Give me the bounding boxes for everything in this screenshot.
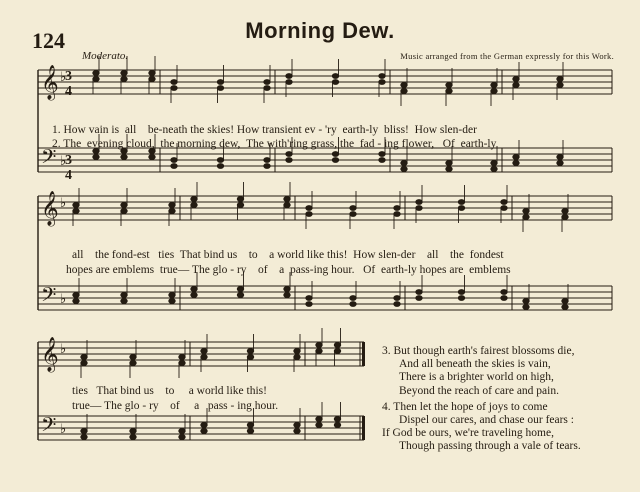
- notehead: [149, 155, 155, 160]
- stanza3-line4: Beyond the reach of care and pain.: [399, 384, 559, 397]
- notehead: [179, 355, 185, 360]
- notehead: [350, 212, 356, 217]
- notehead: [201, 349, 207, 354]
- notehead: [513, 161, 519, 166]
- notehead: [306, 206, 312, 211]
- notehead: [237, 197, 243, 202]
- notehead: [401, 167, 407, 172]
- stanza3-line1: 3. But though earth's fairest blossoms die,: [382, 345, 575, 357]
- notehead: [121, 77, 127, 82]
- flat-icon: ♭: [60, 342, 67, 357]
- notehead: [401, 83, 407, 88]
- notehead: [191, 197, 197, 202]
- notehead: [562, 209, 568, 214]
- stanza3-line2: And all beneath the skies is vain,: [399, 358, 551, 371]
- notehead: [394, 302, 400, 307]
- notehead: [350, 302, 356, 307]
- notehead: [491, 161, 497, 166]
- notehead: [394, 206, 400, 211]
- notehead: [316, 423, 322, 428]
- notehead: [171, 158, 177, 163]
- arrangement-credit: Music arranged from the German expressly for this Work.: [400, 51, 614, 61]
- stanza3-line3: There is a brighter world on high,: [399, 371, 554, 384]
- notehead: [458, 206, 464, 211]
- final-barline: [362, 342, 365, 366]
- notehead: [81, 361, 87, 366]
- notehead: [458, 200, 464, 205]
- notehead: [316, 417, 322, 422]
- notehead: [284, 287, 290, 292]
- notehead: [379, 158, 385, 163]
- notehead: [523, 215, 529, 220]
- notehead: [179, 429, 185, 434]
- notehead: [217, 80, 223, 85]
- notehead: [379, 80, 385, 85]
- notehead: [513, 155, 519, 160]
- notehead: [334, 423, 340, 428]
- notehead: [247, 429, 253, 434]
- notehead: [130, 435, 136, 440]
- lyrics-system3-verse2: true— The glo - ry of a pass - ing hour.: [72, 400, 279, 412]
- clefs: [41, 65, 66, 441]
- notehead: [130, 355, 136, 360]
- notehead: [130, 361, 136, 366]
- notehead: [73, 293, 79, 298]
- notehead: [562, 305, 568, 310]
- notehead: [247, 349, 253, 354]
- notehead: [169, 209, 175, 214]
- notehead: [179, 435, 185, 440]
- notehead: [557, 161, 563, 166]
- notehead: [93, 155, 99, 160]
- flat-icon: ♭: [60, 422, 67, 437]
- notehead: [93, 71, 99, 76]
- notehead: [286, 158, 292, 163]
- notehead: [557, 83, 563, 88]
- svg-text:3: 3: [65, 153, 72, 168]
- notehead: [169, 203, 175, 208]
- lyrics-system1-verse2: 2. The evening cloud, the morning dew, The with'ring grass, the fad - ing flower, Of earth-ly: [52, 138, 497, 150]
- treble-clef-icon: 𝄞: [41, 337, 59, 372]
- svg-text:4: 4: [65, 168, 72, 183]
- notehead: [458, 296, 464, 301]
- notehead: [334, 343, 340, 348]
- notehead: [121, 299, 127, 304]
- notehead: [81, 429, 87, 434]
- treble-clef-icon: 𝄞: [41, 65, 59, 100]
- stanza4-line4: Though passing through a vale of tears.: [399, 440, 581, 453]
- notehead: [171, 80, 177, 85]
- notehead: [284, 203, 290, 208]
- notehead: [523, 305, 529, 310]
- notehead: [121, 293, 127, 298]
- notehead: [316, 349, 322, 354]
- notehead: [446, 83, 452, 88]
- notehead: [264, 158, 270, 163]
- tempo-marking: Moderato.: [82, 50, 129, 62]
- lyrics-system3-verse1: ties That bind us to a world like this!: [72, 385, 267, 397]
- stanza4-line1: 4. Then let the hope of joys to come: [382, 400, 548, 413]
- notehead: [149, 71, 155, 76]
- notehead: [562, 299, 568, 304]
- notehead: [334, 349, 340, 354]
- notehead: [247, 355, 253, 360]
- notehead: [264, 86, 270, 91]
- notehead: [169, 293, 175, 298]
- notehead: [501, 290, 507, 295]
- notehead: [557, 77, 563, 82]
- notehead: [201, 429, 207, 434]
- notehead: [332, 74, 338, 79]
- stanza4-line2: Dispel our cares, and chase our fears :: [399, 414, 574, 427]
- notehead: [350, 296, 356, 301]
- notehead: [416, 290, 422, 295]
- bass-time-signature: [65, 153, 72, 183]
- notehead: [332, 158, 338, 163]
- notehead: [379, 152, 385, 157]
- notehead: [294, 349, 300, 354]
- notehead: [306, 212, 312, 217]
- flat-icon: ♭: [60, 154, 67, 169]
- stanza4-line3: If God be ours, we're traveling home,: [382, 427, 554, 440]
- svg-text:4: 4: [65, 84, 72, 99]
- notehead: [191, 287, 197, 292]
- notehead: [316, 343, 322, 348]
- notehead: [416, 200, 422, 205]
- bass-clef-icon: 𝄢: [41, 413, 57, 441]
- notehead: [237, 203, 243, 208]
- notehead: [350, 206, 356, 211]
- notehead: [446, 167, 452, 172]
- notehead: [247, 423, 253, 428]
- notehead: [121, 155, 127, 160]
- notehead: [501, 200, 507, 205]
- notehead: [179, 361, 185, 366]
- notehead: [169, 299, 175, 304]
- lyrics-system1-verse1: 1. How vain is all be-neath the skies! How transient ev - 'ry earth-ly bliss! How slen-der: [52, 124, 477, 136]
- notehead: [237, 293, 243, 298]
- notehead: [171, 164, 177, 169]
- notehead: [491, 167, 497, 172]
- notehead: [237, 287, 243, 292]
- notehead: [501, 296, 507, 301]
- notehead: [130, 429, 136, 434]
- notehead: [334, 417, 340, 422]
- notehead: [306, 296, 312, 301]
- notehead: [217, 86, 223, 91]
- notehead: [557, 155, 563, 160]
- final-barline: [362, 416, 365, 440]
- notehead: [401, 161, 407, 166]
- notehead: [501, 206, 507, 211]
- notehead: [294, 355, 300, 360]
- notehead: [73, 209, 79, 214]
- notehead: [81, 355, 87, 360]
- notehead: [513, 77, 519, 82]
- notehead: [458, 290, 464, 295]
- notehead: [73, 203, 79, 208]
- notehead: [306, 302, 312, 307]
- notehead: [73, 299, 79, 304]
- notehead: [491, 89, 497, 94]
- notehead: [201, 423, 207, 428]
- notehead: [294, 429, 300, 434]
- notehead: [416, 206, 422, 211]
- notehead: [121, 203, 127, 208]
- bass-clef-icon: 𝄢: [41, 145, 57, 173]
- treble-clef-icon: 𝄞: [41, 191, 59, 226]
- notehead: [149, 77, 155, 82]
- notehead: [286, 152, 292, 157]
- lyrics-system2-verse2: hopes are emblems true— The glo - ry of a pass-ing hour. Of earth-ly hopes are emblems: [66, 264, 511, 276]
- notehead: [394, 212, 400, 217]
- notehead: [121, 209, 127, 214]
- notehead: [379, 74, 385, 79]
- treble-time-signature: [65, 69, 72, 99]
- additional-stanzas: [382, 345, 581, 454]
- notehead: [446, 161, 452, 166]
- notehead: [264, 80, 270, 85]
- notehead: [286, 80, 292, 85]
- notehead: [81, 435, 87, 440]
- notehead: [217, 164, 223, 169]
- notehead: [93, 77, 99, 82]
- notehead: [284, 197, 290, 202]
- song-title: Morning Dew.: [245, 18, 395, 43]
- notehead: [416, 296, 422, 301]
- notehead: [332, 152, 338, 157]
- bass-clef-icon: 𝄢: [41, 283, 57, 311]
- notehead: [332, 80, 338, 85]
- notehead: [523, 299, 529, 304]
- flat-icon: ♭: [60, 196, 67, 211]
- notehead: [513, 83, 519, 88]
- svg-text:3: 3: [65, 69, 72, 84]
- flat-icon: ♭: [60, 292, 67, 307]
- page-number: 124: [32, 28, 65, 53]
- flat-icon: ♭: [60, 70, 67, 85]
- notehead: [286, 74, 292, 79]
- notehead: [217, 158, 223, 163]
- notehead: [191, 293, 197, 298]
- notehead: [491, 83, 497, 88]
- notehead: [121, 71, 127, 76]
- notehead: [284, 293, 290, 298]
- notehead: [446, 89, 452, 94]
- notehead: [523, 209, 529, 214]
- notehead: [562, 215, 568, 220]
- notehead: [264, 164, 270, 169]
- lyrics-system2-verse1: all the fond-est ties That bind us to a world like this! How slen-der all the fondest: [72, 249, 504, 261]
- notehead: [201, 355, 207, 360]
- notehead: [191, 203, 197, 208]
- notehead: [401, 89, 407, 94]
- notehead: [294, 423, 300, 428]
- notehead: [171, 86, 177, 91]
- notehead: [394, 296, 400, 301]
